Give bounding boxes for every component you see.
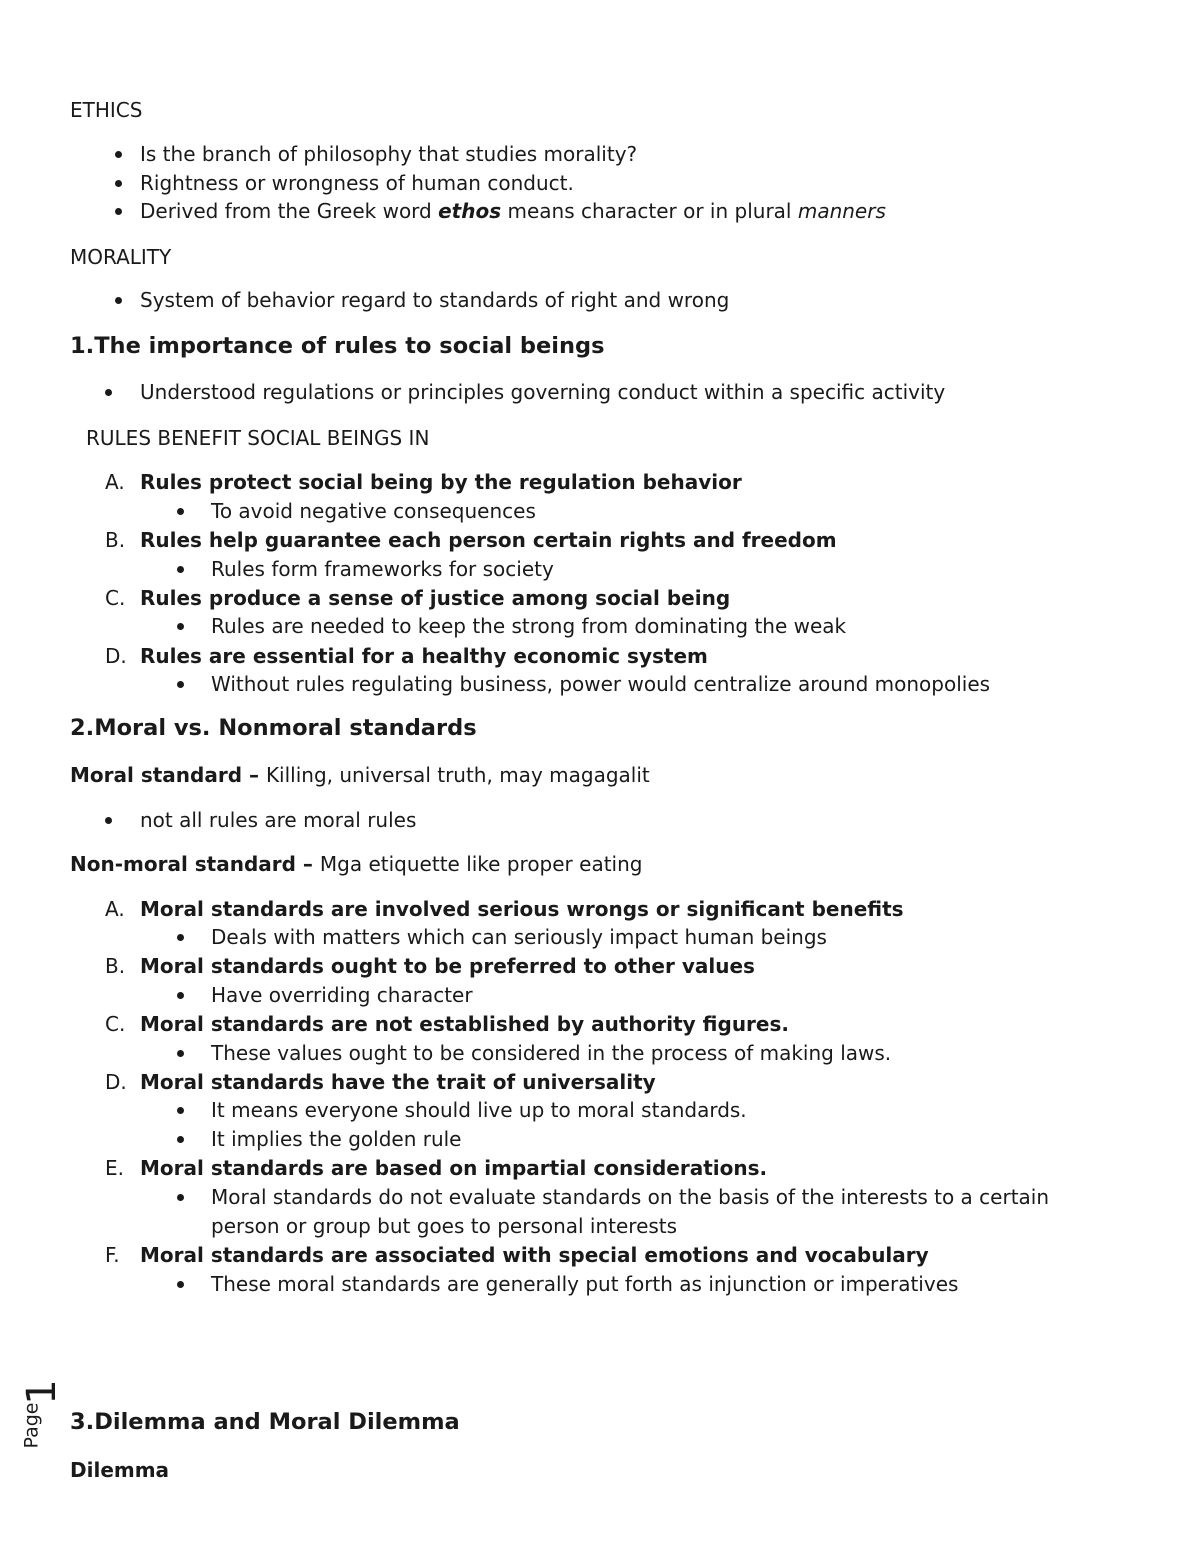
morality-bullet-1: System of behavior regard to standards of right and wrong xyxy=(140,288,730,312)
item-title: Moral standards are associated with special emotions and vocabulary xyxy=(140,1243,929,1267)
morality-heading: MORALITY xyxy=(70,245,172,269)
item-title: Rules are essential for a healthy economic system xyxy=(140,644,708,668)
bullet-icon xyxy=(177,1107,184,1114)
bullet-icon xyxy=(105,817,112,824)
bullet-icon xyxy=(177,566,184,573)
bullet-icon xyxy=(177,1281,184,1288)
bullet-icon xyxy=(177,1194,184,1201)
moral-standard-text: Killing, universal truth, may magagalit xyxy=(265,763,650,787)
ethics-heading: ETHICS xyxy=(70,98,143,122)
item-bullet: Moral standards do not evaluate standards on the basis of the interests to a certain xyxy=(211,1185,1050,1209)
item-letter: B. xyxy=(105,954,126,978)
ethics-bullet-2: Rightness or wrongness of human conduct. xyxy=(140,171,574,195)
ethics-bullet-1: Is the branch of philosophy that studies morality? xyxy=(140,142,638,166)
bullet-icon xyxy=(105,389,112,396)
bullet-icon xyxy=(115,208,122,215)
bullet-icon xyxy=(177,934,184,941)
bullet-icon xyxy=(115,151,122,158)
section1-heading: 1.The importance of rules to social beings xyxy=(70,333,605,359)
item-letter: A. xyxy=(105,897,125,921)
item-bullet: Have overriding character xyxy=(211,983,473,1007)
moral-standard-label: Moral standard – xyxy=(70,763,266,787)
item-title: Rules help guarantee each person certain rights and freedom xyxy=(140,528,837,552)
item-title: Moral standards are based on impartial considerations. xyxy=(140,1156,768,1180)
nonmoral-standard-line xyxy=(70,854,642,874)
bullet-icon xyxy=(115,180,122,187)
section3-subheading: Dilemma xyxy=(70,1458,170,1482)
item-letter: C. xyxy=(105,1012,126,1036)
moral-standard-line xyxy=(70,765,650,785)
bullet-icon xyxy=(177,992,184,999)
item-letter: C. xyxy=(105,586,126,610)
item-letter: F. xyxy=(105,1243,120,1267)
section3-heading: 3.Dilemma and Moral Dilemma xyxy=(70,1409,460,1435)
page-marker xyxy=(19,1379,68,1480)
item-bullet: Without rules regulating business, power would centralize around monopolies xyxy=(211,672,991,696)
item-bullet: It means everyone should live up to moral standards. xyxy=(211,1098,747,1122)
bullet-icon xyxy=(177,508,184,515)
item-title: Rules protect social being by the regulation behavior xyxy=(140,470,742,494)
ethics-bullet-3-mid: means character or in plural xyxy=(501,199,798,223)
ethics-bullet-3 xyxy=(140,201,886,221)
item-bullet: Rules form frameworks for society xyxy=(211,557,554,581)
item-bullet: Rules are needed to keep the strong from dominating the weak xyxy=(211,614,847,638)
bullet-icon xyxy=(177,1136,184,1143)
item-bullet: These moral standards are generally put forth as injunction or imperatives xyxy=(211,1272,959,1296)
item-title: Moral standards have the trait of universality xyxy=(140,1070,656,1094)
ethos-term: ethos xyxy=(438,199,502,223)
item-bullet: To avoid negative consequences xyxy=(211,499,536,523)
item-letter: E. xyxy=(105,1156,124,1180)
item-title: Moral standards are involved serious wrongs or significant benefits xyxy=(140,897,904,921)
bullet-icon xyxy=(115,297,122,304)
page-word: Page xyxy=(20,1402,43,1449)
item-title: Rules produce a sense of justice among social being xyxy=(140,586,731,610)
bullet-icon xyxy=(177,1050,184,1057)
section1-bullet-1: Understood regulations or principles governing conduct within a specific activity xyxy=(140,380,946,404)
page-number: 1 xyxy=(19,1379,65,1405)
item-title: Moral standards ought to be preferred to other values xyxy=(140,954,755,978)
item-letter: B. xyxy=(105,528,126,552)
section2-bullet-1: not all rules are moral rules xyxy=(140,808,417,832)
nonmoral-standard-text: Mga etiquette like proper eating xyxy=(319,852,643,876)
bullet-icon xyxy=(177,681,184,688)
item-bullet: Deals with matters which can seriously impact human beings xyxy=(211,925,827,949)
item-bullet: These values ought to be considered in the process of making laws. xyxy=(211,1041,892,1065)
manners-term: manners xyxy=(797,199,886,223)
item-title: Moral standards are not established by authority figures. xyxy=(140,1012,789,1036)
bullet-icon xyxy=(177,623,184,630)
item-bullet-continuation: person or group but goes to personal interests xyxy=(211,1214,678,1238)
item-letter: D. xyxy=(105,644,127,668)
nonmoral-standard-label: Non-moral standard – xyxy=(70,852,320,876)
section2-heading: 2.Moral vs. Nonmoral standards xyxy=(70,715,477,741)
item-letter: D. xyxy=(105,1070,127,1094)
ethics-bullet-3-pre: Derived from the Greek word xyxy=(140,199,439,223)
section1-subheading: RULES BENEFIT SOCIAL BEINGS IN xyxy=(86,426,430,450)
item-letter: A. xyxy=(105,470,125,494)
item-bullet: It implies the golden rule xyxy=(211,1127,462,1151)
